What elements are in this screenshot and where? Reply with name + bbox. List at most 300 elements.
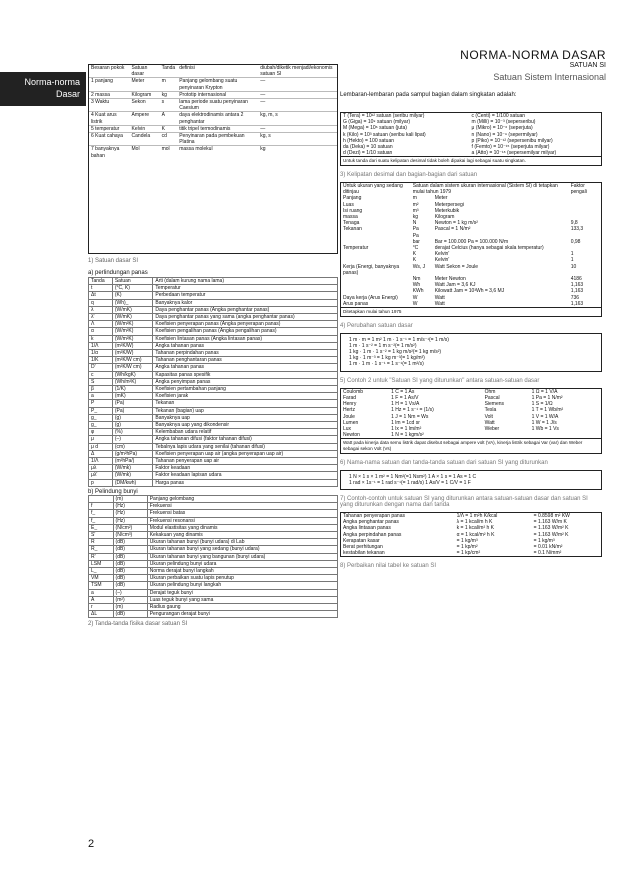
table-cell: p (Piko) = 10⁻¹² (sepersenibu milyar) [471,137,553,144]
table-cell: 9,8 [570,220,578,227]
table-cell: 4186 [570,276,582,283]
table-cell: Frekuensi [147,503,337,510]
table-cell: Ukuran tahanan bunyi yang sedang (bunyi udara) [147,546,337,553]
table-cell: massa [343,214,358,221]
table-cell: 10 [570,263,577,270]
table-cell: TSM [89,582,114,589]
prefix-table [340,112,602,166]
table-cell: Tahanan penyerapan uap air [153,458,338,465]
table-row [89,99,337,112]
table-row [89,531,338,538]
table-row [89,611,338,618]
table-cell: μλ [89,465,113,472]
table-cell: (K) [112,292,153,299]
table-cell: β [89,386,113,393]
table-cell: m [160,78,178,91]
table-cell: Modul elastisitas yang dinamis [147,524,337,531]
table-cell: K [412,257,417,264]
table-cell: Kilowatt Jam = 10³Wh = 3,6 MJ [434,288,505,295]
table-cell: m (Milli) = 10⁻³ (seperseribu) [471,119,536,126]
table-row [89,503,338,510]
table-cell: (mK) [112,393,153,400]
table-cell: h (Hekto) = 100 satuan [343,137,395,144]
table-cell: n (Nano) = 10⁻⁹ (sepermilyar) [471,131,538,138]
table-row [89,553,338,560]
table-cell: f (Femto) = 10⁻¹⁵ (seperjuta milyar) [471,144,550,151]
table-row [89,443,338,450]
table-cell: (g) [112,422,153,429]
table-cell: °C [412,245,419,252]
table-cell: (W/mk) [112,472,153,479]
table-cell: W [412,300,418,307]
table-cell: 1 W = 1 J/s [531,419,557,426]
table-cell: Kelvin' [434,251,450,258]
table-row [89,146,337,159]
formula-line: 1 m · 1 s⁻² = 1 m s⁻²(= 1 m/s²) [349,342,417,349]
table-cell: Meterpersegi [434,201,464,208]
table-cell: Tekanan [153,400,338,407]
table-cell: Angka tahanan panas [153,364,338,371]
table-cell: = 1.163 W/m² K [533,525,569,532]
table-row [341,532,601,538]
table-cell: Meter [130,78,160,91]
table-cell: Pascal [484,394,500,401]
table-cell: = 1 kp/m² [456,543,478,550]
table-cell: da (Deka) = 10 satuan [343,144,393,151]
table-cell: 4 Kuat arus listrik [89,112,130,125]
table-cell: Tesla [484,407,497,414]
table-cell: = 1 kg/m³ [533,537,555,544]
table-cell: 1/α [89,350,113,357]
table-cell: Kilogram [434,214,455,221]
table-cell: Lumen [343,419,359,426]
table-row [89,378,338,385]
table-cell: (Pa) [112,400,153,407]
table-row [89,450,338,457]
table-cell: bar [412,238,420,245]
table-cell: μ d [89,443,113,450]
table-cell: Lux [343,425,352,432]
table-cell: (dB) [113,582,147,589]
table-row [89,560,338,567]
table-cell: — [258,78,337,91]
table-row [89,342,338,349]
table-cell: (dB) [113,560,147,567]
table-cell: (W/m²K) [112,328,153,335]
satuan-label: SATUAN SI [569,62,606,69]
table-cell: μ [89,436,113,443]
table-cell: Temperatur [343,245,369,252]
col-header: Untuk ukuran yang sedang ditinjau [343,183,403,196]
table-row [89,539,338,546]
table-cell: (%) [112,429,153,436]
table-cell: Kekakuan yang dinamis [147,531,337,538]
table-cell: 7 banyaknya bahan [89,146,130,159]
table-cell: A [89,596,114,603]
table-cell: s [160,99,178,112]
table-row [89,292,338,299]
table-cell: Banyaknya uap yang dikondensir [153,422,338,429]
table-cell: 1 V = 1 W/A [531,413,559,420]
table-cell: Temperatur [153,285,338,292]
table-cell: daya elektrodinamis antara 2 penghantar [177,112,258,125]
table-row [89,321,338,328]
table-cell: a [89,589,114,596]
table-cell: 2 massa [89,91,130,98]
table-cell: (W/m²K) [112,321,153,328]
table-cell: Angka tahanan panas [153,342,338,349]
table-row [89,133,337,146]
table-cell: K [160,125,178,132]
derived-examples [340,333,602,372]
table-row [89,386,338,393]
table-cell: a [89,393,113,400]
table-cell: Penyinaran pada pembekuan Platina [177,133,258,146]
table-cell: Siemens [484,401,505,408]
table-cell: KWh [412,288,424,295]
table-cell: 1 H = 1 Vs/A [391,401,420,408]
page-title: NORMA-NORMA DASAR [460,48,606,62]
table-cell: Derajat teguk bunyi [147,589,337,596]
table-cell: Banyaknya kalor [153,299,338,306]
table-cell: Koefisien penyerapan uap air (angka penyerapan uap air) [153,450,338,457]
table-cell: Luas teguk bunyi yang sama [147,596,337,603]
table-cell: (g) [112,414,153,421]
col-header: definisi [179,65,195,71]
page-number: 2 [88,838,95,850]
col-header: Satuan [112,278,153,285]
table-cell: 1 lx = 1 lm/m² [391,425,422,432]
col-header: Tanda [161,65,176,71]
table-cell: Weber [484,425,500,432]
table-cell: = 1 kp/cm² [456,550,481,557]
table-row [89,78,337,91]
table-cell: (–) [113,589,147,596]
table-cell: (N/cm³) [113,531,147,538]
table-row [89,429,338,436]
table-cell: kestabilan tekanan [343,550,385,557]
table-cell: T (Tera) = 10¹² satuan (seribu milyar) [343,113,425,119]
table-cell: Berat perhitungan [343,543,383,550]
table-cell: 1/Λ [89,458,113,465]
table-cell: = 1 kg/m³ [456,537,478,544]
table-cell: q [89,299,113,306]
table-row [89,335,338,342]
table-cell: Angka penghantar panas [343,519,399,526]
table-row [89,575,338,582]
table-cell: Angka tahanan difusi (faktor tahanan difusi) [153,436,338,443]
table-cell: (1/K) [112,386,153,393]
correction-table [340,512,602,557]
table-cell: λ [89,306,113,313]
table-cell: Isi ruang [343,207,363,214]
table-cell: Meterkubik [434,207,460,214]
table-row [89,458,338,465]
table-row [341,550,601,556]
table-cell: (W/mk) [112,465,153,472]
conversion-footer: Ditetapkan mulai tahun 1975 [341,307,601,316]
table-row [89,589,338,596]
table-row [89,364,338,371]
table-cell: Ukuran tahanan bunyi yang bangunan (bunyi udara) [147,553,337,560]
table-cell: = 1.163 W/m² K [533,531,569,538]
table-cell: m² [412,201,419,208]
table-cell: A [160,112,178,125]
table-cell: Kelembaban udara relatif [153,429,338,436]
table-cell: Tahanan penghantaran panas [153,357,338,364]
table-cell: c (Centi) = 1/100 satuan [471,113,526,119]
table-cell: M (Mega) = 10⁶ satuan (juta) [343,125,407,132]
col-header: Besaran pokok [91,65,125,71]
table-cell: a (Atto) = 10⁻¹⁸ (sepersemilyar milyar) [471,150,557,157]
table-row [89,125,337,132]
table-cell: Watt [434,294,445,301]
col-header: Arti (dalam kurung nama lama) [153,278,338,285]
formula-line: 1 m · m = 1 m² 1 m · 1 s⁻¹ = 1 m/s⁻¹(= 1 m/s) [349,336,449,343]
section-tab: Norma-norma Dasar [0,72,86,106]
table-row [89,472,338,479]
caption-conversion: 4) Perubahan satuan dasar [340,322,413,329]
table-cell: Ukuran pelindung bunyi udara [147,560,337,567]
table-cell: (N/cm²) [113,524,147,531]
table-cell: 1 C = 1 As [391,388,415,395]
table-cell: W [412,294,418,301]
formula-line: 1 N × 1 s × 1 m² = 1 Nm²(=1 Nsm²) 1 A × 1 s = 1 As = 1 C [349,473,477,480]
caption-base: 1) Satuan dasar SI [88,258,139,264]
table-cell: Watt Sekon = Joule [434,263,479,270]
table-cell: Ampere [130,112,160,125]
table-cell: 1 [570,251,574,258]
table-cell: Sekon [130,99,160,112]
table-cell: Ws, J [412,263,426,270]
table-cell: LSM [89,560,114,567]
table-cell: (Hz) [113,510,147,517]
table-cell: k = 1 kcal/m² h K [456,525,495,532]
table-cell: Kelvin [130,125,160,132]
col-header: Faktor pengali [570,183,587,196]
table-cell: Kerapatan kasar [343,537,380,544]
table-cell: Frekuensi batas [147,510,337,517]
prefix-note: Untuk tanda dari suatu kelipatan desimal tidak boleh dipakai lagi sebagai suatu singkatan. [341,156,601,165]
table-cell: (cm) [112,443,153,450]
table-cell: (°C, K) [112,285,153,292]
base-units-table [88,64,338,254]
table-cell: m³ [412,207,419,214]
table-cell: Kelvin' [434,257,450,264]
table-cell: Daya kerja (Arus Energi) [343,294,398,301]
table-cell: Daya penghantar panas (Angka penghantar panas) [153,306,338,313]
table-cell: Koefisien penyerapan panas (Angka penyerapan panas) [153,321,338,328]
table-cell: cd [160,133,178,146]
table-cell: kg, m, s [258,112,337,125]
table-cell: 1 [570,257,574,264]
table-cell: G (Giga) = 10⁹ satuan (milyar) [343,119,411,126]
table-cell: massa molekul [177,146,258,159]
table-cell: (m) [113,603,147,610]
table-cell: 133,3 [570,226,584,233]
table-row [89,112,337,125]
table-cell: μλ' [89,472,113,479]
table-cell: (dB) [113,539,147,546]
table-cell: (m²K/W) [112,350,153,357]
table-cell: 1 N = 1 kgm/s² [391,432,424,439]
table-row [89,414,338,421]
table-cell: Pa [412,226,419,233]
table-row [89,306,338,313]
table-cell: 1 lm = 1cd sr [391,419,420,426]
section-b-title: b) Pelindung bunyi [88,488,138,495]
table-cell: 1,163 [570,300,584,307]
table-cell: Meter [434,195,448,202]
table-row [89,524,338,531]
table-cell: 1 Ω = 1 V/A [531,388,558,395]
table-row [89,299,338,306]
formula-line: 1 rad × 1s⁻¹ = 1 rad s⁻¹(= 1 rad/s) 1 As/V = 1 C/V = 1 F [349,479,471,486]
table-cell: Koefisien pertambahan panjang [153,386,338,393]
table-cell: Pascal = 1 N/m² [434,226,471,233]
table-cell: Watt [434,300,445,307]
table-cell: kg [258,146,337,159]
table-row [89,400,338,407]
table-row [89,567,338,574]
table-cell: (m²hPa/) [112,458,153,465]
table-cell: Watt [484,419,495,426]
table-cell: R' [89,553,114,560]
table-cell: = 0.8598 m² KW [533,512,570,519]
table-cell: S [89,378,113,385]
formula-line: 1 m · 1 m · 1 s⁻¹ = 1 s⁻¹(= 1 m²/s) [349,361,424,368]
table-cell: (m²K/W) [112,342,153,349]
table-cell: (Pa) [112,407,153,414]
conversion-table [340,182,602,317]
table-cell: (Hz) [113,503,147,510]
table-cell: D' [89,364,113,371]
table-cell: Koefisien lintasan panas (Angka lintasan panas) [153,335,338,342]
table-cell: (Hz) [113,517,147,524]
table-row [341,264,601,276]
table-row [89,596,338,603]
col-header: Tanda [89,278,113,285]
table-cell: r [89,603,114,610]
table-cell: ΔL [89,611,114,618]
table-cell: Tahanan penyerapan panas [343,512,405,519]
table-cell: (m²K/W cm) [112,364,153,371]
table-cell: t [89,285,113,292]
named-units-note: Watt pada kinerja data semu listrik dapat disebut sebagai ampere volt (VA), kinerja listrik sebagai Var (var) dan Weber sebagai sekon Volt (Vs) [341,438,601,452]
table-cell: Koefisien jarak [153,393,338,400]
table-cell: Harga panas [153,479,338,486]
table-cell: L_ [89,567,114,574]
table-cell: Faktor keadaan lapisan udara [153,472,338,479]
table-row [89,436,338,443]
col-header [89,495,114,502]
table-cell: derajat Celcius (hanya sebagai skala temperatur) [434,245,544,252]
table-cell: 5 temperatur [89,125,130,132]
table-cell: Radius gaung [147,603,337,610]
table-cell: (dB) [113,567,147,574]
col-header: (m) [113,495,147,502]
table-cell: 1/K [89,357,113,364]
table-cell: Newton = 1 kg m/s² [434,220,478,227]
table-row [89,546,338,553]
caption-derived: 5) Contoh 2 untuk "Satuan SI yang diturunkan" antara satuan-satuan dasar [340,377,540,384]
table-cell: p [89,479,113,486]
combined-examples [340,470,602,490]
table-cell: Pa [412,232,419,239]
table-cell: Ukuran perbaikan suatu lapis penutup [147,575,337,582]
table-cell: Daya penghantar panas yang sama (angka penghantar panas) [153,314,338,321]
table-cell: Luas [343,201,354,208]
table-row [89,357,338,364]
table-row [89,371,338,378]
table-cell: α = 1 kcal/m² h K [456,531,495,538]
table-cell: Henry [343,401,357,408]
table-cell: 1 S = 1/Ω [531,401,553,408]
col-header: Satuan dalam sistem ukuran internasional (Sistem SI) di tetapkan mulai tahun 1979 [412,183,558,196]
table-cell: 6 Kuat cahaya [89,133,130,146]
table-cell: (dB) [113,611,147,618]
table-cell: lama periode suatu penyinaran Caesium [177,99,258,112]
table-cell: Frekuensi resonansi [147,517,337,524]
table-row [89,285,338,292]
caption-prefix: 3) Kelipatan desimal dan bagian-bagian dari satuan [340,172,478,179]
table-cell: (dB) [113,553,147,560]
table-cell: m [412,195,417,202]
table-cell: E_ [89,524,114,531]
table-row [89,603,338,610]
table-cell: Meter Newton [434,276,466,283]
table-cell: N [412,220,417,227]
table-cell: (DM/kwh) [112,479,153,486]
table-cell: φ [89,429,113,436]
table-cell: Δ [89,450,113,457]
table-cell: 1 Wb = 1 Vs [531,425,559,432]
table-cell: (Wh)_ [112,299,153,306]
table-cell: Angka perpindahan panas [343,531,402,538]
table-cell: Volt [484,413,493,420]
table-row [89,350,338,357]
table-cell: 1 F = 1 As/V [391,394,419,401]
table-cell: k [89,335,113,342]
table-row [89,510,338,517]
table-cell: Banyaknya uap [153,414,338,421]
table-cell: Panjang gelombang suatu penyinaran Krypton [177,78,258,91]
table-row [89,479,338,486]
table-cell: Λ [89,321,113,328]
table-cell: c [89,371,113,378]
table-cell: Angka penyimpan panas [153,378,338,385]
table-cell: (dB) [113,575,147,582]
table-cell: Prototip internasional [177,91,258,98]
table-cell: = 0.01 kN/m² [533,543,563,550]
table-cell: λ' [89,314,113,321]
table-cell: Pengurangan derajat bunyi [147,611,337,618]
table-cell: K [412,251,417,258]
table-cell: f [89,503,114,510]
perlindungan-block [88,270,338,627]
table-cell: = 1.163 W/m K [533,519,567,526]
table-cell: Mol [130,146,160,159]
table-cell: 1/Λ = 1 m²h K/kcal [456,512,498,519]
caption-combined: 7) Contoh-contoh untuk satuan SI yang diturunkan antara satuan-satuan dasar dan satuan SI yang diturunkan dengan nama dan tanda [340,495,588,508]
table-cell: Kapasitas panas spesifik [153,371,338,378]
table-cell: — [258,125,337,132]
table-cell: k (Kilo) = 10³ satuan (seribu kali lipat) [343,131,426,138]
table-cell: Tenaga [343,220,360,227]
table-cell: α [89,328,113,335]
table-cell: 1/Λ [89,342,113,349]
table-cell: 0,98 [570,238,581,245]
